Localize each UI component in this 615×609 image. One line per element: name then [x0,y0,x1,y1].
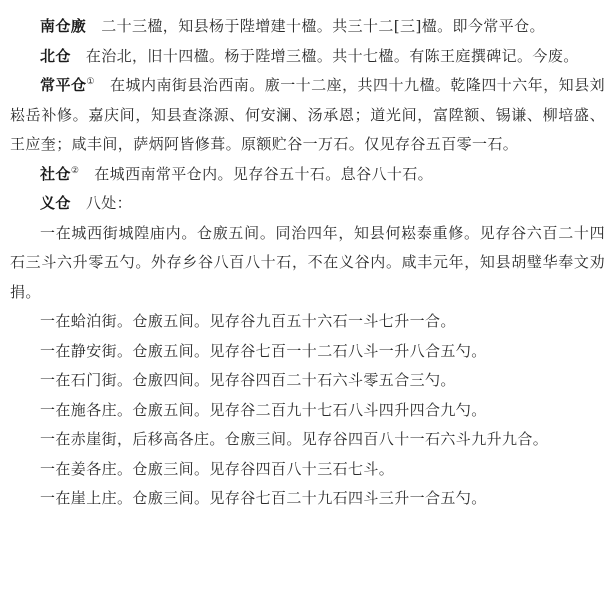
entry-text: 八处： [85,194,133,212]
entry-text: 在城内南街县治西南。廒一十二座，共四十九楹。乾隆四十六年，知县刘崧岳补修。嘉庆间，知县查涤源、何安澜、汤承恩；道光间，富陞额、锡谦、柳培盛、王应奎；咸丰间，萨炳阿皆修葺。原额贮谷一万石。仅见存谷五百零一石。 [10,76,606,153]
list-item: 一在施各庄。仓廒五间。见存谷二百九十七石八斗四升四合九勺。 [40,400,487,419]
entry-term: 常平仓 [40,76,87,94]
list-item: 一在崖上庄。仓廒三间。见存谷七百二十九石四斗三升一合五勺。 [40,489,487,507]
entry-term: 南仓廒 [40,17,87,35]
document-page [10,12,605,514]
entry-charity-granary [10,189,605,219]
entry-text: 二十三楹，知县杨于陛增建十楹。共三十二[三]楹。即今常平仓。 [101,17,545,35]
list-item: 一在静安街。仓廒五间。见存谷七百一十二石八斗一升八合五勺。 [40,341,487,360]
entry-community-granary [10,160,605,190]
entry-south-granary [10,12,605,42]
list-item: 一在城西街城隍庙内。仓廒五间。同治四年，知县何崧泰重修。见存谷六百二十四石三斗六升零五勺。外存乡谷八百八十石，不在义谷内。咸丰元年，知县胡璧华奉文劝捐。 [10,223,605,301]
entry-text: 在城西南常平仓内。见存谷五十石。息谷八十石。 [94,164,434,183]
entry-term: 社仓 [40,164,71,183]
list-item: 一在姜各庄。仓廒三间。见存谷四百八十三石七斗。 [40,459,395,478]
list-item: 一在赤崖街，后移高各庄。仓廒三间。见存谷四百八十一石六斗九升九合。 [40,430,549,448]
entry-changping-granary [10,71,605,160]
footnote-marker: ② [70,165,80,176]
entry-north-granary [10,42,605,72]
footnote-marker: ① [86,77,95,87]
entry-text: 在治北，旧十四楹。杨于陛增三楹。共十七楹。有陈王庭撰碑记。今废。 [85,46,579,65]
entry-term: 义仓 [40,194,71,212]
list-item: 一在蛤泊街。仓廒五间。见存谷九百五十六石一斗七升一合。 [40,312,456,330]
list-item: 一在石门街。仓廒四间。见存谷四百二十石六斗零五合三勺。 [40,371,456,389]
entry-term: 北仓 [40,46,71,65]
